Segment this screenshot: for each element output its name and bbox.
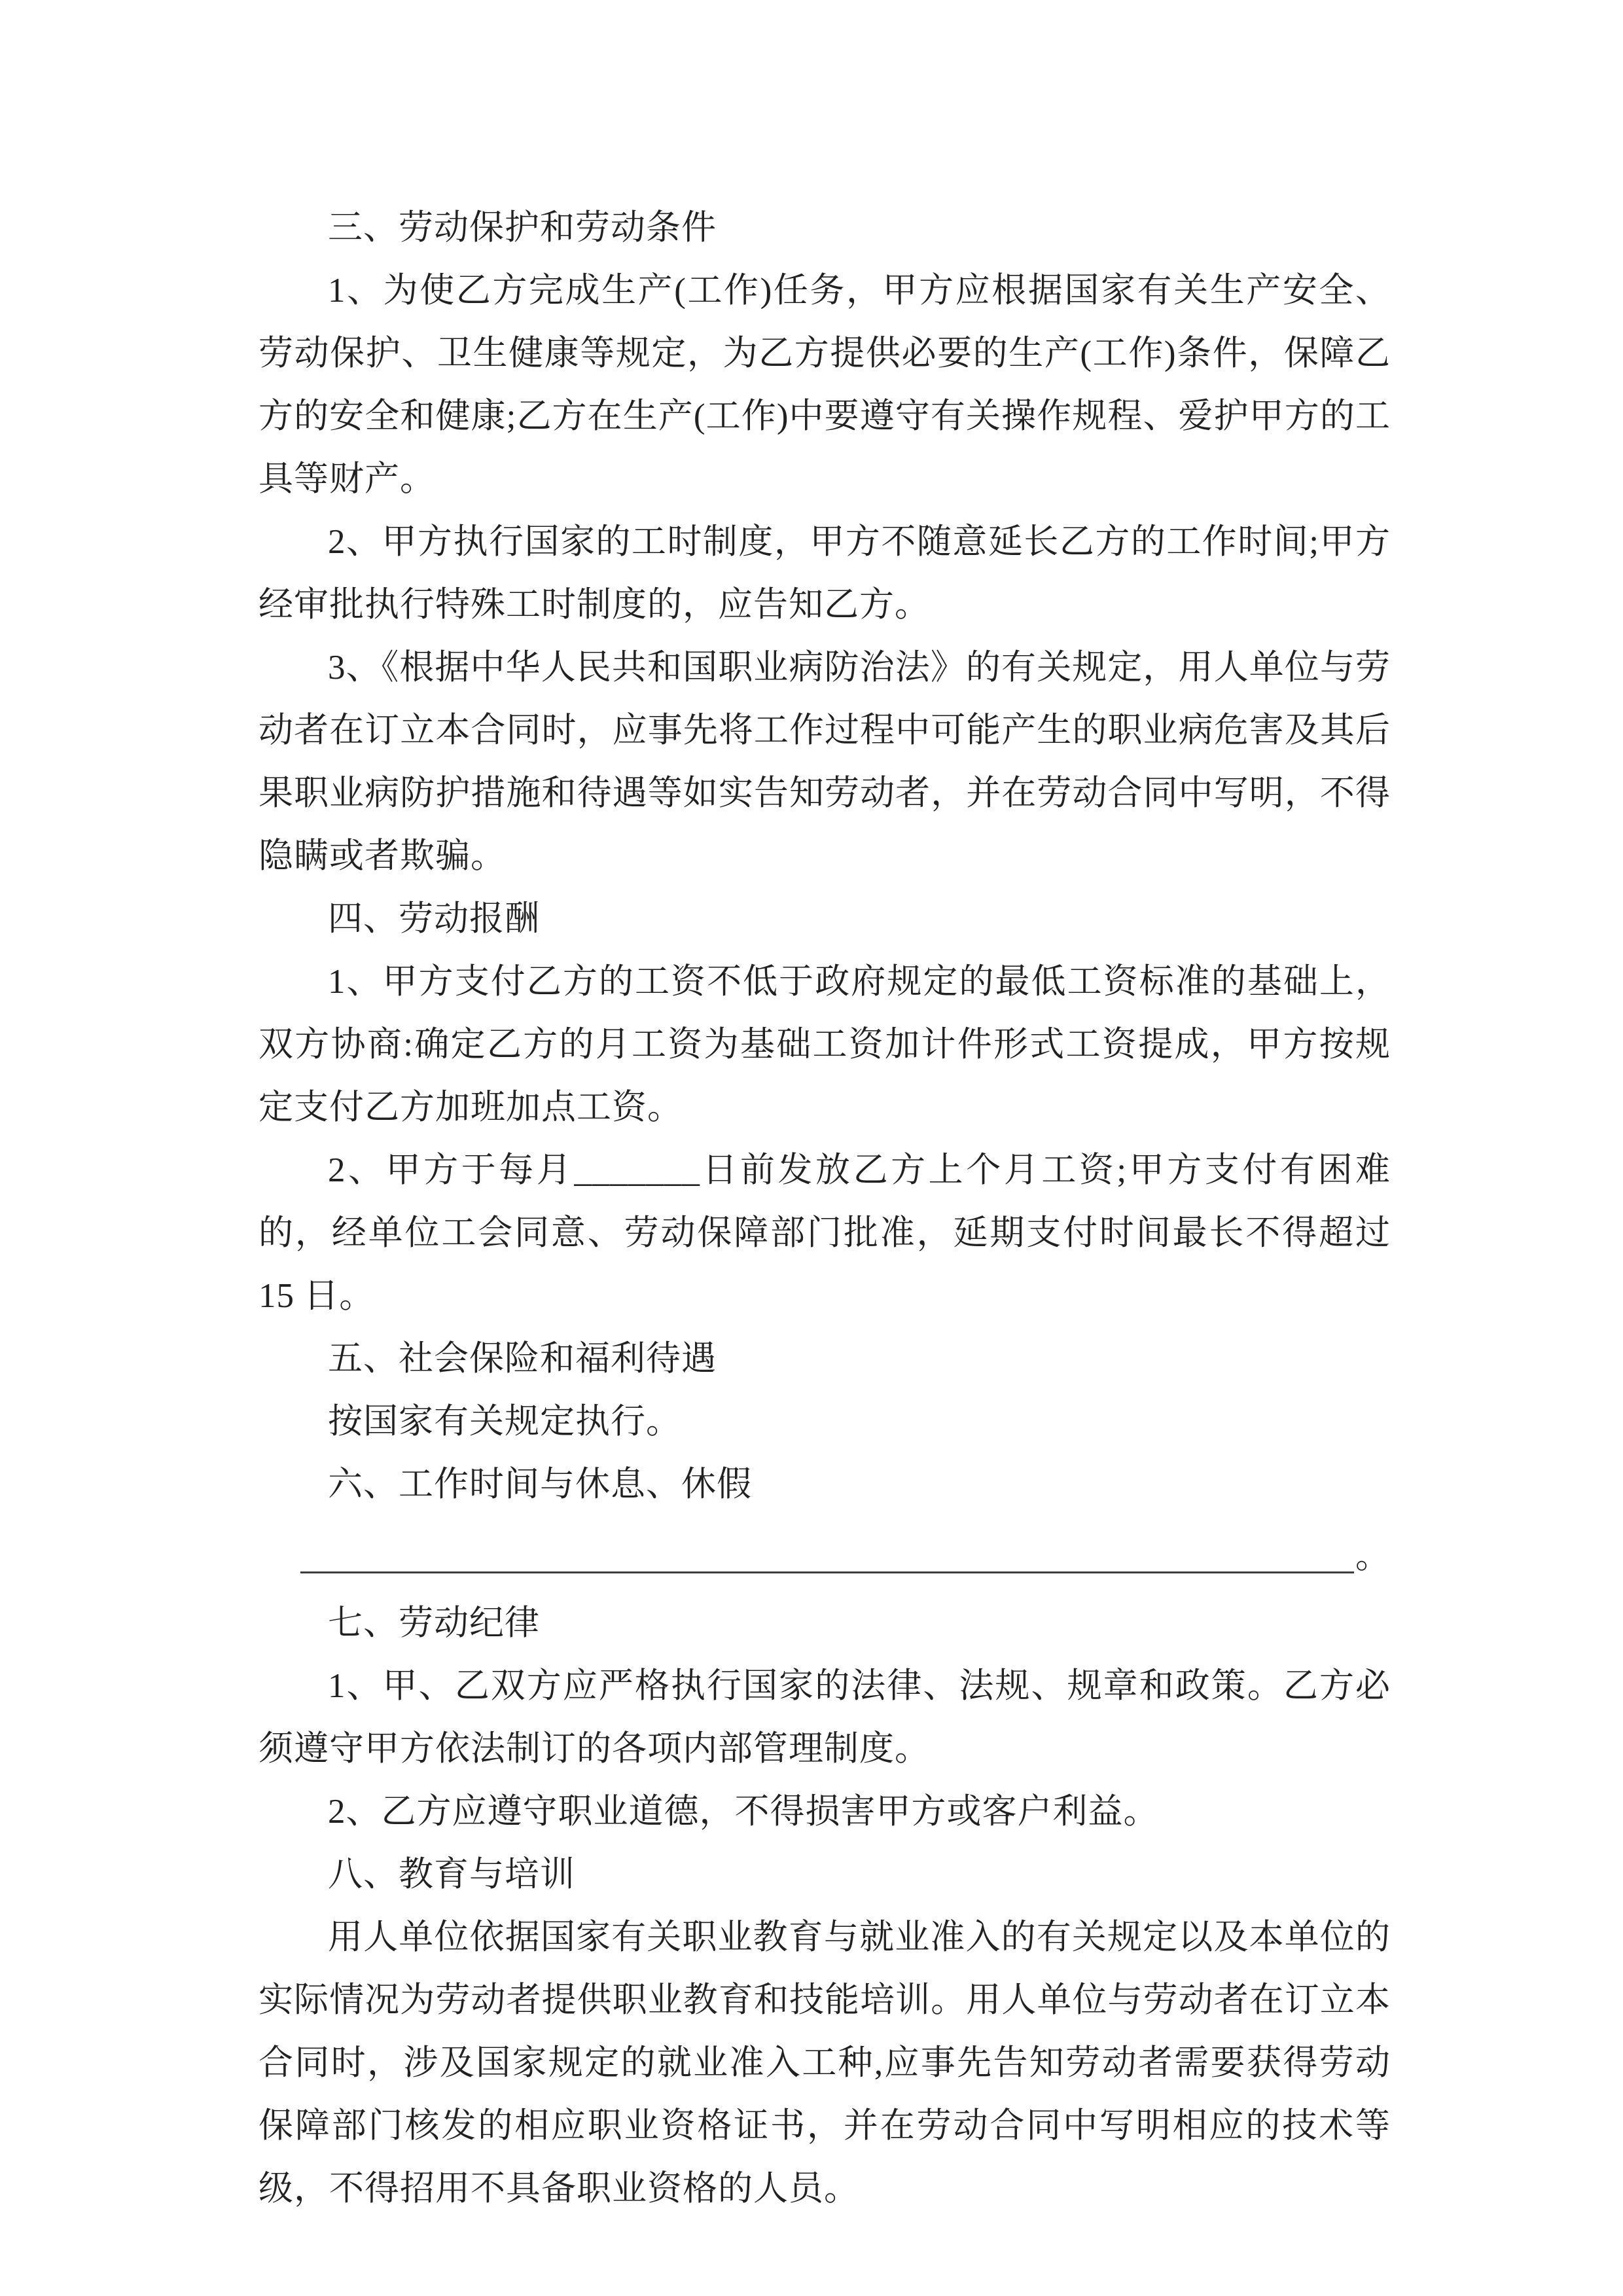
blank-underline	[300, 1571, 1354, 1573]
section-heading-labor-remuneration: 四、劳动报酬	[328, 900, 540, 938]
section-heading-labor-protection: 三、劳动保护和劳动条件	[328, 209, 717, 247]
fill-in-blank-line	[259, 1525, 1391, 1588]
section-heading-social-insurance: 五、社会保险和福利待遇	[328, 1340, 717, 1378]
clause-labor-protection-3: 3、《根据中华人民共和国职业病防治法》的有关规定，用人单位与劳动者在订立本合同时，应事先将工作过程中可能产生的职业病危害及其后果职业病防护措施和待遇等如实告知劳动者，并在劳动合同中写明，不得隐瞒或者欺骗。	[259, 649, 1391, 875]
clause-discipline-2: 2、乙方应遵守职业道德，不得损害甲方或客户利益。	[328, 1793, 1159, 1831]
section-heading-labor-discipline: 七、劳动纪律	[328, 1604, 540, 1642]
clause-labor-protection-1: 1、为使乙方完成生产(工作)任务，甲方应根据国家有关生产安全、劳动保护、卫生健康等规定，为乙方提供必要的生产(工作)条件，保障乙方的安全和健康;乙方在生产(工作)中要遵守有关操作规程、爱护甲方的工具等财产。	[259, 272, 1391, 498]
section-heading-working-hours: 六、工作时间与休息、休假	[328, 1465, 752, 1503]
clause-remuneration-2: 2、甲方于每月_______日前发放乙方上个月工资;甲方支付有困难的，经单位工会同意、劳动保障部门批准，延期支付时间最长不得超过 15 日。	[259, 1151, 1391, 1315]
fill-line-period: 。	[1355, 1537, 1391, 1575]
contract-body	[259, 196, 1391, 2220]
clause-discipline-1: 1、甲、乙双方应严格执行国家的法律、法规、规章和政策。乙方必须遵守甲方依法制订的各项内部管理制度。	[259, 1667, 1391, 1768]
clause-remuneration-1: 1、甲方支付乙方的工资不低于政府规定的最低工资标准的基础上，双方协商:确定乙方的月工资为基础工资加计件形式工资提成，甲方按规定支付乙方加班加点工资。	[259, 963, 1391, 1126]
clause-education-training: 用人单位依据国家有关职业教育与就业准入的有关规定以及本单位的实际情况为劳动者提供职业教育和技能培训。用人单位与劳动者在订立本合同时，涉及国家规定的就业准入工种,应事先告知劳动者需要获得劳动保障部门核发的相应职业资格证书，并在劳动合同中写明相应的技术等级，不得招用不具备职业资格的人员。	[259, 1918, 1391, 2208]
clause-labor-protection-2: 2、甲方执行国家的工时制度，甲方不随意延长乙方的工作时间;甲方经审批执行特殊工时制度的，应告知乙方。	[259, 523, 1391, 624]
section-heading-education-training: 八、教育与培训	[328, 1856, 575, 1893]
clause-social-insurance: 按国家有关规定执行。	[328, 1403, 681, 1441]
